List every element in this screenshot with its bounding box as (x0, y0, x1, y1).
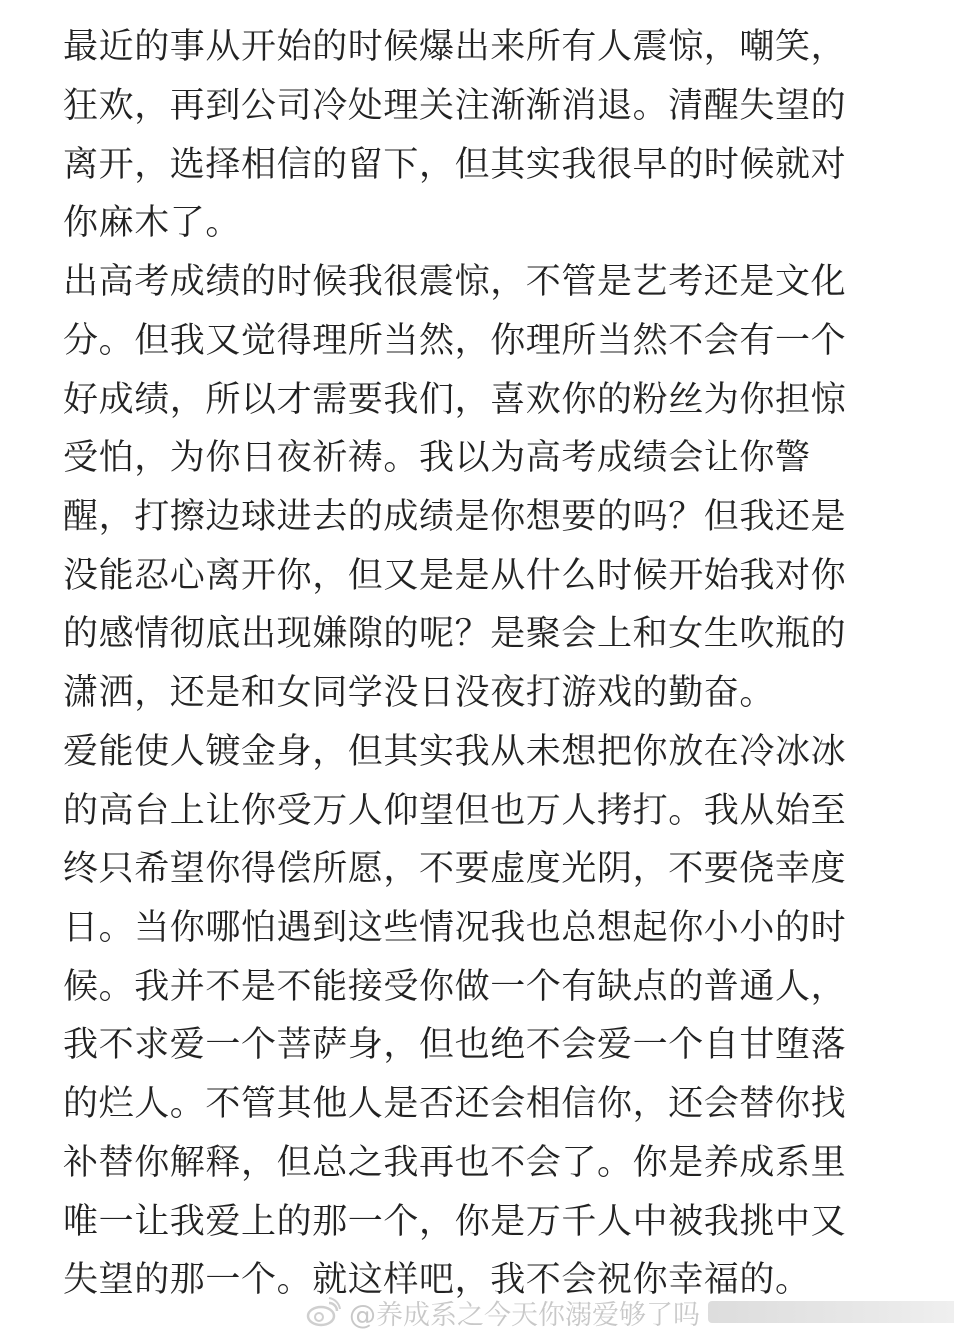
text-line: 失望的那一个。就这样吧，我不会祝你幸福的。 (63, 1260, 811, 1300)
text-line: 狂欢，再到公司冷处理关注渐渐消退。清醒失望的 (63, 86, 847, 126)
text-line: 日。当你哪怕遇到这些情况我也总想起你小小的时 (63, 908, 847, 948)
text-line: 潇洒，还是和女同学没日没夜打游戏的勤奋。 (63, 673, 776, 713)
text-line: 离开，选择相信的留下，但其实我很早的时候就对 (63, 145, 847, 185)
text-line: 的烂人。不管其他人是否还会相信你，还会替你找 (63, 1084, 847, 1124)
text-line: 终只希望你得偿所愿，不要虚度光阴，不要侥幸度 (63, 849, 847, 889)
text-line: 候。我并不是不能接受你做一个有缺点的普通人， (63, 967, 847, 1007)
watermark-redaction (708, 1301, 954, 1323)
text-line: 我不求爱一个菩萨身，但也绝不会爱一个自甘堕落 (63, 1025, 847, 1065)
weibo-logo-icon (305, 1297, 341, 1327)
text-line: 好成绩，所以才需要我们，喜欢你的粉丝为你担惊 (63, 380, 847, 420)
text-line: 补替你解释，但总之我再也不会了。你是养成系里 (63, 1143, 847, 1183)
text-line: 醒，打擦边球进去的成绩是你想要的吗？但我还是 (63, 497, 847, 537)
text-line: 受怕，为你日夜祈祷。我以为高考成绩会让你警 (63, 438, 811, 478)
text-line: 没能忍心离开你，但又是是从什么时候开始我对你 (63, 556, 847, 596)
text-line: 的高台上让你受万人仰望但也万人拷打。我从始至 (63, 791, 847, 831)
text-line: 你麻木了。 (63, 203, 242, 243)
text-line: 的感情彻底出现嫌隙的呢？是聚会上和女生吹瓶的 (63, 614, 847, 654)
text-line: 分。但我又觉得理所当然，你理所当然不会有一个 (63, 321, 847, 361)
weibo-watermark (305, 1295, 954, 1329)
text-line: 出高考成绩的时候我很震惊，不管是艺考还是文化 (63, 262, 847, 302)
text-line: 最近的事从开始的时候爆出来所有人震惊，嘲笑， (63, 27, 847, 67)
text-line: 唯一让我爱上的那一个，你是万千人中被我挑中又 (63, 1202, 847, 1242)
watermark-text: @养成系之今天你溺爱够了吗 (349, 1299, 700, 1331)
text-line: 爱能使人镀金身，但其实我从未想把你放在冷冰冰 (63, 732, 847, 772)
